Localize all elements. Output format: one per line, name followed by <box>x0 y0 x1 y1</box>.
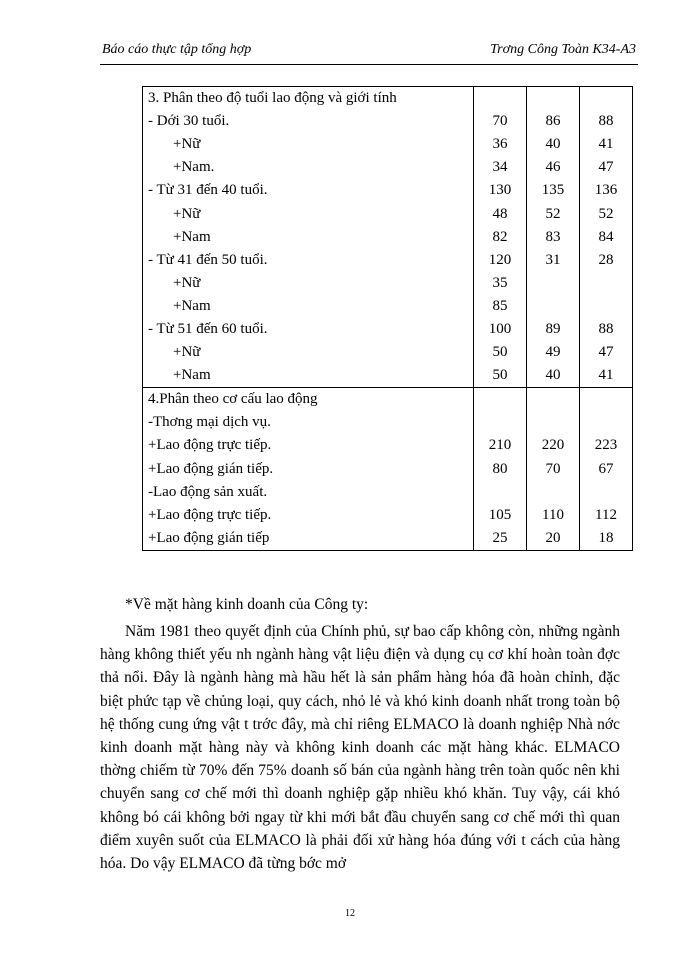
table-row <box>143 458 633 481</box>
table-row <box>143 364 633 388</box>
table-row <box>143 527 633 551</box>
row-value: 48 <box>474 202 527 225</box>
table-row <box>143 272 633 295</box>
row-value: 88 <box>580 318 633 341</box>
row-label: +Lao động gián tiếp. <box>143 458 474 481</box>
table-row <box>143 481 633 504</box>
row-value <box>527 272 580 295</box>
table-row <box>143 226 633 249</box>
row-label: - Từ 51 đến 60 tuổi. <box>143 318 474 341</box>
row-value: 120 <box>474 249 527 272</box>
row-value <box>580 481 633 504</box>
row-value: 20 <box>527 527 580 551</box>
table-row <box>143 388 633 412</box>
page-number: 12 <box>345 908 355 919</box>
row-value: 88 <box>580 110 633 133</box>
table-row <box>143 156 633 179</box>
row-value: 210 <box>474 434 527 457</box>
row-value: 223 <box>580 434 633 457</box>
row-value: 135 <box>527 179 580 202</box>
table-row <box>143 411 633 434</box>
row-value: 49 <box>527 341 580 364</box>
row-value: 18 <box>580 527 633 551</box>
row-value: 105 <box>474 504 527 527</box>
table-row <box>143 179 633 202</box>
row-value: 41 <box>580 364 633 388</box>
labor-structure-table <box>142 86 633 551</box>
row-label: 3. Phân theo độ tuổi lao động và giới tính <box>143 87 474 111</box>
row-value <box>580 295 633 318</box>
row-label: - Dới 30 tuổi. <box>143 110 474 133</box>
row-value: 25 <box>474 527 527 551</box>
row-value <box>527 87 580 111</box>
table-row <box>143 202 633 225</box>
body-text <box>100 620 620 875</box>
row-value <box>474 388 527 412</box>
row-value <box>527 388 580 412</box>
row-value <box>580 411 633 434</box>
row-value: 52 <box>527 202 580 225</box>
row-value <box>527 481 580 504</box>
row-value: 82 <box>474 226 527 249</box>
table-row <box>143 434 633 457</box>
table-row <box>143 341 633 364</box>
row-label: +Nam <box>143 226 474 249</box>
row-value: 47 <box>580 341 633 364</box>
table-row <box>143 504 633 527</box>
table-row <box>143 87 633 111</box>
row-value: 85 <box>474 295 527 318</box>
row-label: - Từ 41 đến 50 tuổi. <box>143 249 474 272</box>
table-section <box>143 388 633 551</box>
row-value: 41 <box>580 133 633 156</box>
row-value: 34 <box>474 156 527 179</box>
row-value <box>474 481 527 504</box>
row-label: 4.Phân theo cơ cấu lao động <box>143 388 474 412</box>
row-value: 67 <box>580 458 633 481</box>
row-value: 80 <box>474 458 527 481</box>
row-value: 40 <box>527 364 580 388</box>
row-value: 28 <box>580 249 633 272</box>
row-value <box>580 388 633 412</box>
row-value <box>580 87 633 111</box>
row-value <box>474 411 527 434</box>
row-value: 84 <box>580 226 633 249</box>
row-value: 52 <box>580 202 633 225</box>
row-value: 136 <box>580 179 633 202</box>
row-value: 100 <box>474 318 527 341</box>
table-section <box>143 87 633 388</box>
table-row <box>143 249 633 272</box>
row-value: 110 <box>527 504 580 527</box>
row-label: +Lao động trực tiếp. <box>143 504 474 527</box>
row-label: +Nữ <box>143 272 474 295</box>
row-value <box>527 411 580 434</box>
paragraph: Năm 1981 theo quyết định của Chính phủ, sự bao cấp không còn, những ngành hàng không thiết yếu nh ngành hàng vật liệu điện và dụng cụ cơ khí hoàn toàn đợc thả nổi. Đây là ngành hàng mà hầu hết là sản phẩm hàng hóa đã hoàn chỉnh, đặc biệt phức tạp về chủng loại, quy cách, nhỏ lẻ và khó kinh doanh nhất trong toàn bộ hệ thống cung ứng vật t trớc đây, mà chỉ riêng ELMACO là doanh nghiệp Nhà nớc kinh doanh mặt hàng này và không kinh doanh các mặt hàng khác. ELMACO thờng chiếm từ 70% đến 75% doanh số bán của ngành hàng trên toàn quốc nên khi chuyển sang cơ chế mới thì doanh nghiệp gặp nhiều khó khăn. Tuy vậy, cái khó không bó cái không bởi ngay từ khi mới bắt đầu chuyển sang cơ chế mới thì quan điểm xuyên suốt của ELMACO là phải đối xử hàng hóa đúng với t cách của hàng hóa. Do vậy ELMACO đã từng bớc mở <box>100 623 620 873</box>
row-value: 50 <box>474 364 527 388</box>
section-heading: *Về mặt hàng kinh doanh của Công ty: <box>125 596 369 613</box>
row-value: 220 <box>527 434 580 457</box>
row-value: 46 <box>527 156 580 179</box>
table-row <box>143 110 633 133</box>
row-label: +Nữ <box>143 341 474 364</box>
row-value: 70 <box>474 110 527 133</box>
row-value: 36 <box>474 133 527 156</box>
row-value: 31 <box>527 249 580 272</box>
row-label: +Nữ <box>143 202 474 225</box>
row-value: 35 <box>474 272 527 295</box>
table-row <box>143 318 633 341</box>
row-value <box>580 272 633 295</box>
row-value: 70 <box>527 458 580 481</box>
page-header <box>100 40 638 65</box>
header-author: Trơng Công Toàn K34-A3 <box>490 42 636 57</box>
header-report-title: Báo cáo thực tập tổng hợp <box>102 42 252 57</box>
row-value: 112 <box>580 504 633 527</box>
row-value <box>474 87 527 111</box>
table-row <box>143 295 633 318</box>
row-label: +Nữ <box>143 133 474 156</box>
row-value: 50 <box>474 341 527 364</box>
row-value: 130 <box>474 179 527 202</box>
row-value: 86 <box>527 110 580 133</box>
row-value: 89 <box>527 318 580 341</box>
row-label: -Lao động sản xuất. <box>143 481 474 504</box>
row-value: 47 <box>580 156 633 179</box>
row-value <box>527 295 580 318</box>
row-label: +Lao động trực tiếp. <box>143 434 474 457</box>
row-value: 40 <box>527 133 580 156</box>
row-label: -Thơng mại dịch vụ. <box>143 411 474 434</box>
row-label: +Nam. <box>143 156 474 179</box>
row-value: 83 <box>527 226 580 249</box>
row-label: - Từ 31 đến 40 tuổi. <box>143 179 474 202</box>
row-label: +Lao động gián tiếp <box>143 527 474 551</box>
row-label: +Nam <box>143 295 474 318</box>
row-label: +Nam <box>143 364 474 388</box>
table-row <box>143 133 633 156</box>
